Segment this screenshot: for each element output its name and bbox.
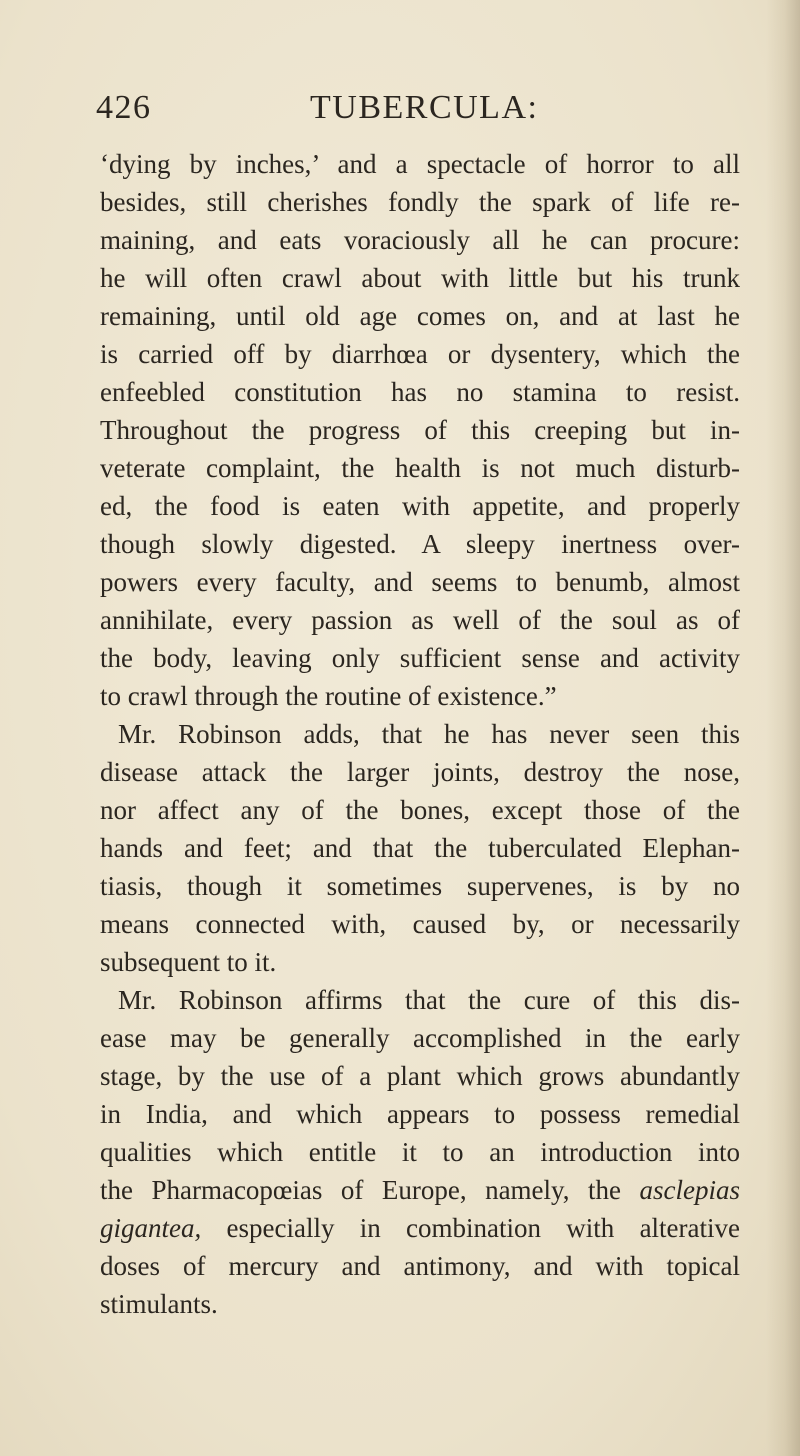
text-line: ed, the food is eaten with appetite, and properly <box>100 491 740 521</box>
text-line: he will often crawl about with little but his trunk <box>100 263 740 293</box>
text-line: Throughout the progress of this creeping but in- <box>100 415 740 445</box>
running-head: TUBERCULA: <box>310 89 539 126</box>
text-line: doses of mercury and antimony, and with topical <box>100 1251 740 1281</box>
text-line: nor affect any of the bones, except those of the <box>100 795 740 825</box>
text-line: ease may be generally accomplished in the early <box>100 1023 740 1053</box>
text-line: tiasis, though it sometimes supervenes, is by no <box>100 871 740 901</box>
text-line: annihilate, every passion as well of the soul as of <box>100 605 740 635</box>
text-line: hands and feet; and that the tuberculated Elephan- <box>100 833 740 863</box>
text-line <box>100 1209 740 1247</box>
text-line: veterate complaint, the health is not much disturb- <box>100 453 740 483</box>
text-line: powers every faculty, and seems to benumb, almost <box>100 567 740 597</box>
text-segment: especially in combination with alterative <box>201 1213 740 1243</box>
text-line: remaining, until old age comes on, and at last he <box>100 301 740 331</box>
text-line: the body, leaving only sufficient sense and activity <box>100 643 740 673</box>
text-line: ‘dying by inches,’ and a spectacle of horror to all <box>100 149 740 179</box>
text-line: Mr. Robinson adds, that he has never seen this <box>118 719 740 749</box>
text-line: Mr. Robinson affirms that the cure of this dis- <box>118 985 740 1015</box>
text-line: disease attack the larger joints, destroy the nose, <box>100 757 740 787</box>
body-text <box>100 145 740 1323</box>
text-line <box>100 1171 740 1209</box>
text-line: in India, and which appears to possess remedial <box>100 1099 740 1129</box>
italic-term: asclepias <box>639 1175 740 1205</box>
italic-term: gigantea, <box>100 1213 202 1243</box>
text-line: is carried off by diarrhœa or dysentery, which the <box>100 339 740 369</box>
text-line: stimulants. <box>100 1289 218 1319</box>
text-line: maining, and eats voraciously all he can procure: <box>100 225 740 255</box>
text-line: stage, by the use of a plant which grows abundantly <box>100 1061 740 1091</box>
text-line: qualities which entitle it to an introduction into <box>100 1137 740 1167</box>
text-line: though slowly digested. A sleepy inertness over- <box>100 529 740 559</box>
text-segment: the Pharmacopœias of Europe, namely, the <box>100 1175 622 1205</box>
page-edge-shadow <box>766 0 800 1456</box>
page-number: 426 <box>96 89 152 126</box>
text-line: subsequent to it. <box>100 947 277 977</box>
text-line: means connected with, caused by, or necessarily <box>100 909 740 939</box>
text-line: besides, still cherishes fondly the spark of life re- <box>100 187 740 217</box>
text-line: to crawl through the routine of existence.” <box>100 681 557 711</box>
text-line: enfeebled constitution has no stamina to resist. <box>100 377 740 407</box>
